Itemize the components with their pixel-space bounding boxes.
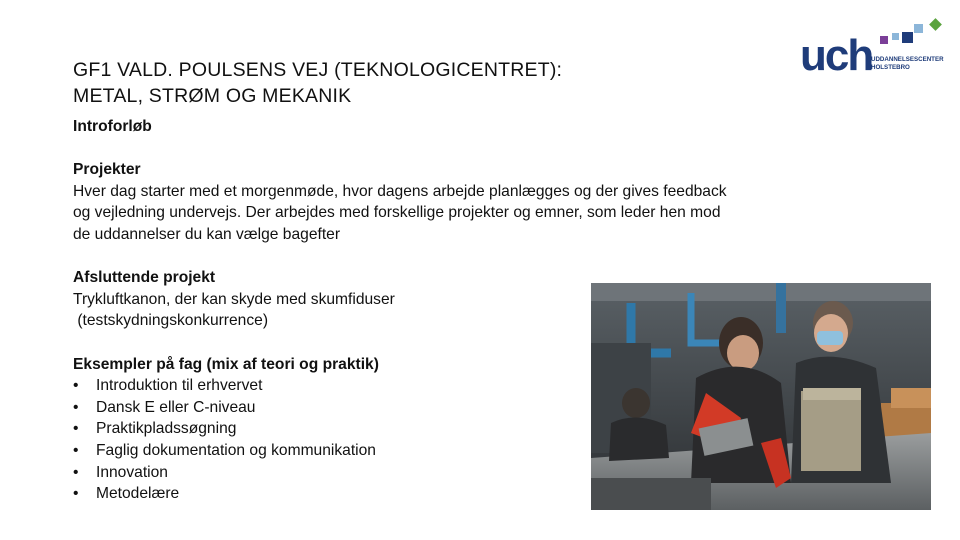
- list-item-text: Introduktion til erhvervet: [96, 377, 263, 395]
- bullet-icon: •: [73, 441, 79, 459]
- final-project-line-2: (testskydningskonkurrence): [73, 312, 269, 330]
- title-line-2: METAL, STRØM OG MEKANIK: [73, 85, 352, 107]
- projects-heading: Projekter: [73, 161, 141, 179]
- list-item-text: Dansk E eller C-niveau: [96, 398, 256, 416]
- examples-heading: Eksempler på fag (mix af teori og praktik): [73, 355, 379, 373]
- intro-heading: Introforløb: [73, 118, 152, 135]
- list-item-text: Faglig dokumentation og kommunikation: [96, 441, 376, 459]
- projects-line-2: og vejledning undervejs. Der arbejdes med forskellige projekter og emner, som leder hen mod: [73, 204, 721, 222]
- final-project-line-1: Trykluftkanon, der kan skyde med skumfiduser: [73, 290, 395, 308]
- logo-diamond-green: [929, 18, 942, 31]
- list-item-text: Innovation: [96, 463, 168, 481]
- workshop-photo-icon: [591, 283, 931, 510]
- logo-square-light-blue: [892, 33, 899, 40]
- logo-subtitle-2: HOLSTEBRO: [871, 64, 910, 71]
- bullet-icon: •: [73, 420, 79, 438]
- bullet-icon: •: [73, 463, 79, 481]
- bullet-icon: •: [73, 485, 79, 503]
- bullet-icon: •: [73, 377, 79, 395]
- title-line-1: GF1 VALD. POULSENS VEJ (TEKNOLOGICENTRET):: [73, 59, 563, 81]
- uch-logo: [800, 18, 950, 76]
- projects-paragraph: [73, 181, 833, 246]
- final-project-heading: Afsluttende projekt: [73, 269, 216, 287]
- list-item-text: Praktikpladssøgning: [96, 420, 237, 438]
- logo-square-light-blue-2: [914, 24, 923, 33]
- projects-line-1: Hver dag starter med et morgenmøde, hvor dagens arbejde planlægges og der gives feedback: [73, 182, 727, 200]
- logo-square-blue: [902, 32, 913, 43]
- slide-title: [73, 57, 713, 109]
- logo-subtitle-1: UDDANNELSESCENTER: [871, 56, 944, 63]
- logo-square-purple: [880, 36, 888, 44]
- projects-line-3: de uddannelser du kan vælge bagefter: [73, 225, 341, 243]
- logo-wordmark: uch: [800, 31, 873, 76]
- workshop-photo: [591, 283, 931, 510]
- bullet-icon: •: [73, 398, 79, 416]
- list-item-text: Metodelære: [96, 485, 180, 503]
